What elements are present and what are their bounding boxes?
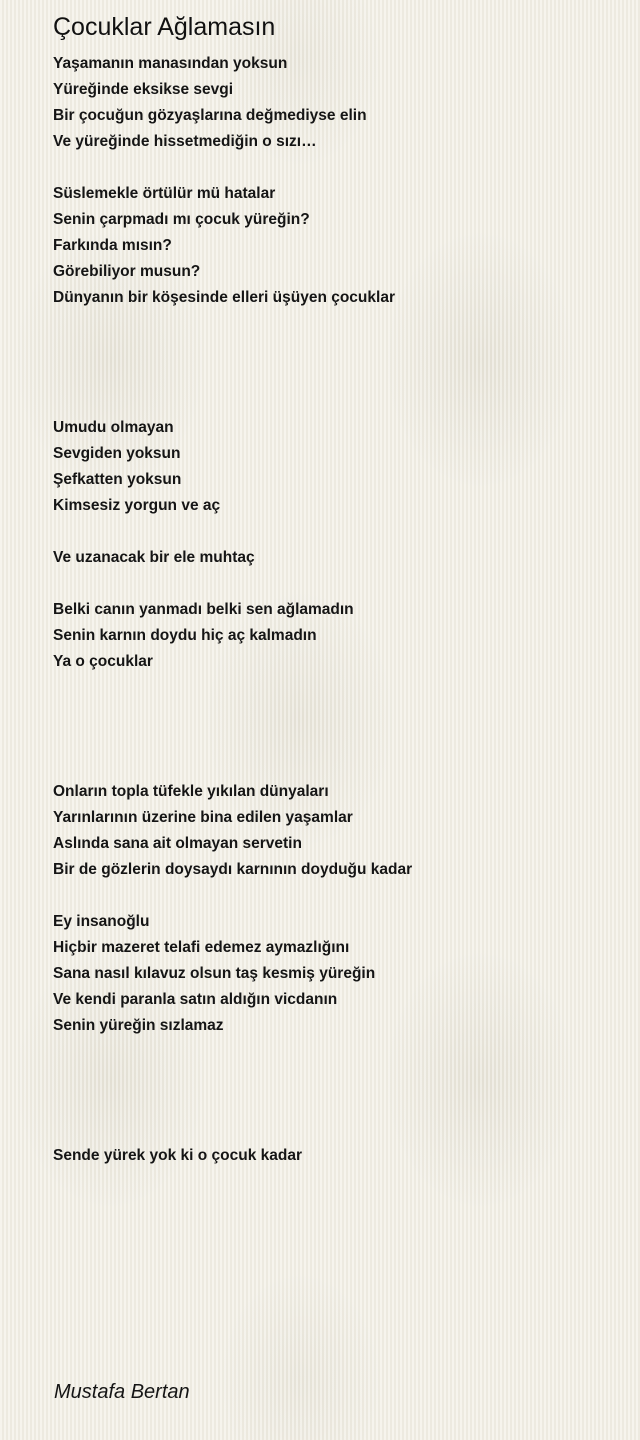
poem-title: Çocuklar Ağlamasın <box>53 13 276 41</box>
poem-line: Ve uzanacak bir ele muhtaç <box>53 549 255 566</box>
poem-line: Sevgiden yoksun <box>53 445 181 462</box>
poem-author: Mustafa Bertan <box>54 1381 190 1403</box>
poem-blank-line <box>53 337 613 363</box>
poem-blank-line <box>53 701 613 727</box>
poem-line: Kimsesiz yorgun ve aç <box>53 497 221 514</box>
poem-line: Sana nasıl kılavuz olsun taş kesmiş yüreğin <box>53 965 376 982</box>
poem-blank-line <box>53 753 613 779</box>
poem-line: Bir de gözlerin doysaydı karnının doyduğu kadar <box>53 861 413 878</box>
poem-line: Ve kendi paranla satın aldığın vicdanın <box>53 991 338 1008</box>
poem-line: Ya o çocuklar <box>53 653 153 670</box>
poem-line: Senin yüreğin sızlamaz <box>53 1017 224 1034</box>
poem-line: Görebiliyor musun? <box>53 263 201 280</box>
poem-line: Belki canın yanmadı belki sen ağlamadın <box>53 601 354 618</box>
poem-blank-line <box>53 727 613 753</box>
poem-body <box>53 51 613 1169</box>
poem-blank-line <box>53 1117 613 1143</box>
poem-line: Bir çocuğun gözyaşlarına değmediyse elin <box>53 107 367 124</box>
poem-line: Yaşamanın manasından yoksun <box>53 55 288 72</box>
poem-blank-line <box>53 311 613 337</box>
poem-line: Şefkatten yoksun <box>53 471 182 488</box>
poem-blank-line <box>53 155 613 181</box>
poem-line: Yüreğinde eksikse sevgi <box>53 81 234 98</box>
poem-line: Sende yürek yok ki o çocuk kadar <box>53 1147 302 1164</box>
poem-line: Ey insanoğlu <box>53 913 150 930</box>
poem-line: Aslında sana ait olmayan servetin <box>53 835 302 852</box>
poem-line: Hiçbir mazeret telafi edemez aymazlığını <box>53 939 350 956</box>
poem-blank-line <box>53 1091 613 1117</box>
poem-line: Yarınlarının üzerine bina edilen yaşamlar <box>53 809 353 826</box>
poem-blank-line <box>53 675 613 701</box>
poem-blank-line <box>53 883 613 909</box>
poem-line: Ve yüreğinde hissetmediğin o sızı… <box>53 133 317 150</box>
poem-line: Senin karnın doydu hiç aç kalmadın <box>53 627 317 644</box>
poem-line: Umudu olmayan <box>53 419 174 436</box>
poem-blank-line <box>53 389 613 415</box>
poem-blank-line <box>53 571 613 597</box>
poem-blank-line <box>53 519 613 545</box>
poem-line: Dünyanın bir köşesinde elleri üşüyen çocuklar <box>53 289 395 306</box>
poem-blank-line <box>53 1039 613 1065</box>
poem-line: Onların topla tüfekle yıkılan dünyaları <box>53 783 329 800</box>
poem-blank-line <box>53 1065 613 1091</box>
poem-line: Senin çarpmadı mı çocuk yüreğin? <box>53 211 310 228</box>
poem-line: Süslemekle örtülür mü hatalar <box>53 185 276 202</box>
poem-line: Farkında mısın? <box>53 237 172 254</box>
poem-blank-line <box>53 363 613 389</box>
